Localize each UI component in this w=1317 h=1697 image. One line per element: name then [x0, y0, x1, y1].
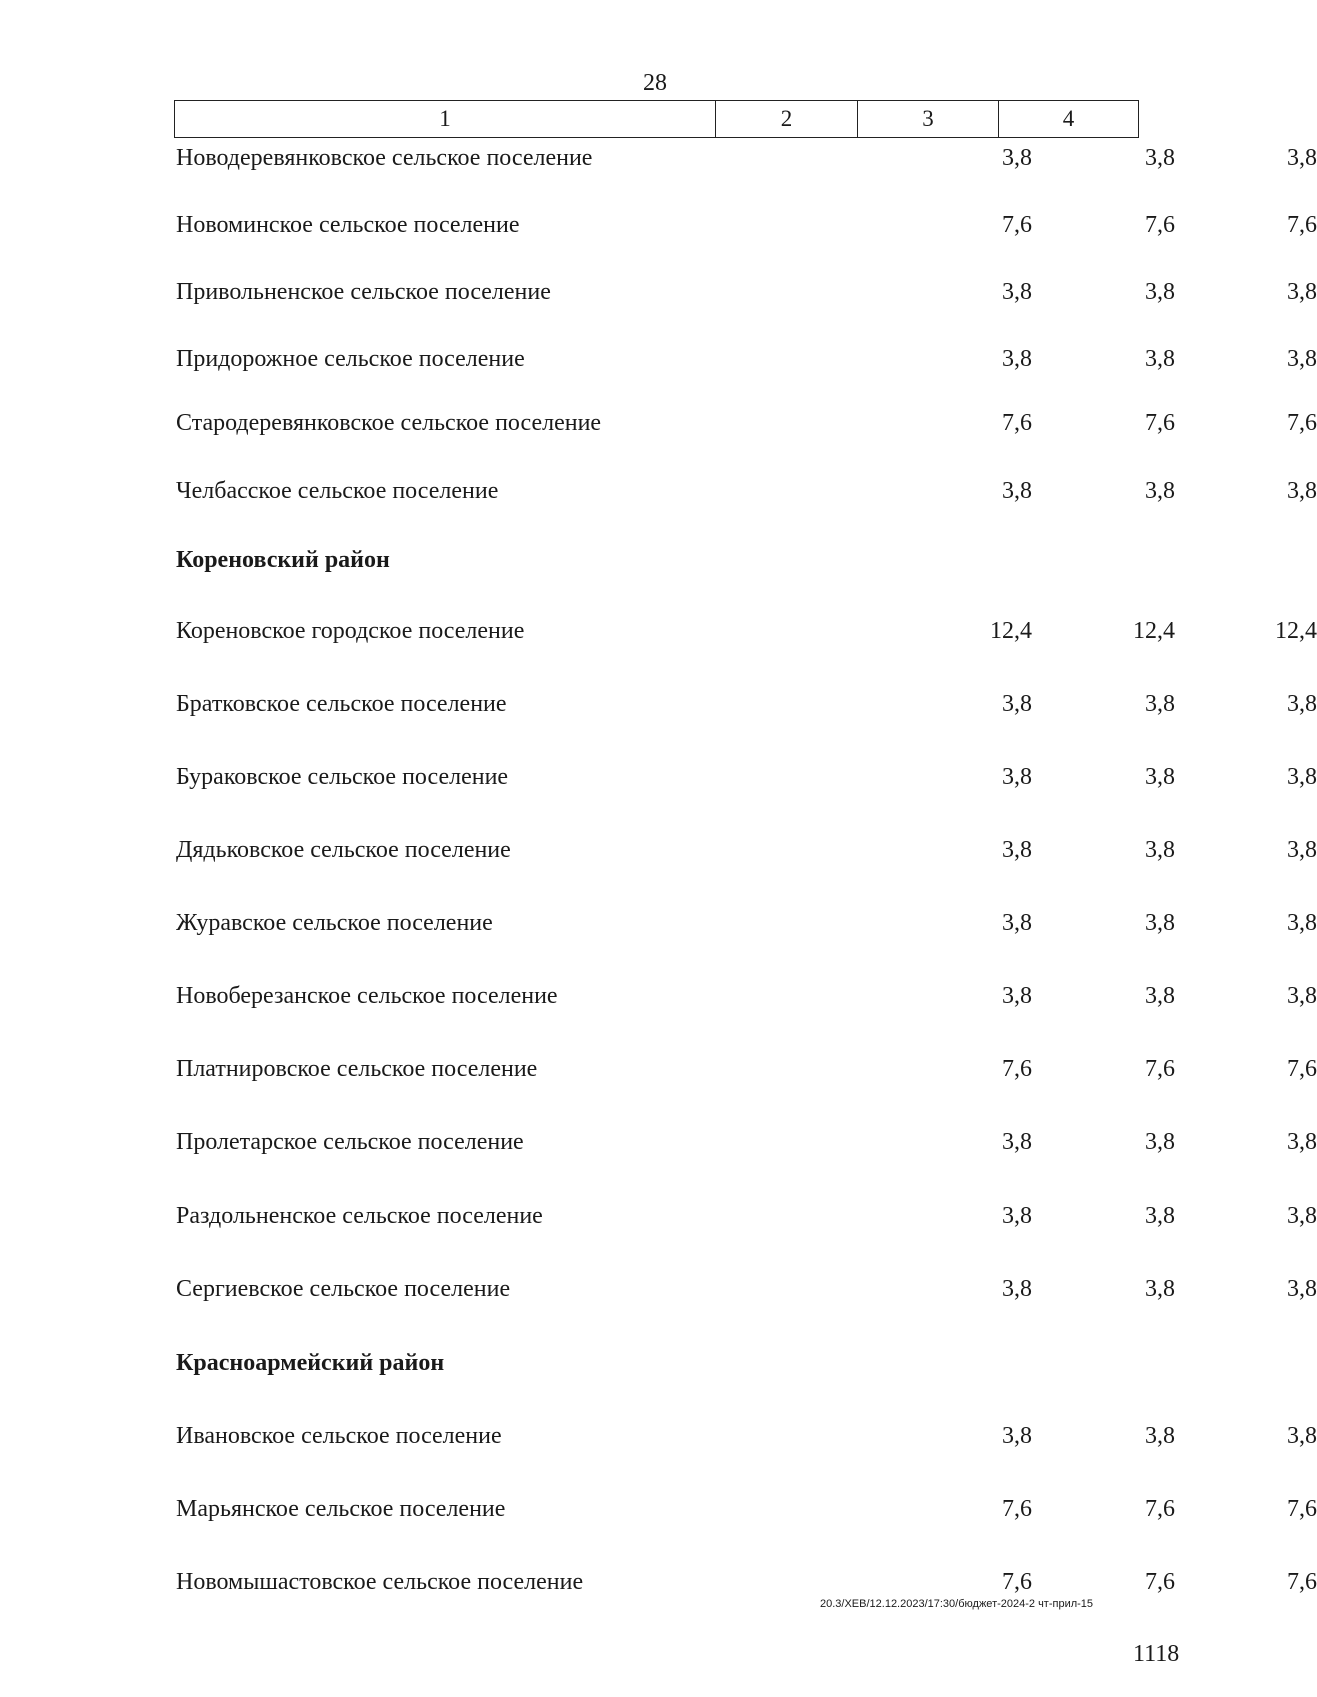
value-col-3: 3,8: [1145, 1276, 1175, 1302]
district-heading: [176, 540, 1136, 580]
settlement-name: Братковское сельское поселение: [176, 691, 507, 717]
settlement-name: Марьянское сельское поселение: [176, 1496, 506, 1522]
district-heading: [176, 1343, 1136, 1383]
table-row: [176, 205, 1317, 245]
value-col-3: 3,8: [1145, 279, 1175, 305]
table-row: [176, 1269, 1317, 1309]
value-col-4: 3,8: [1287, 478, 1317, 504]
settlement-name: Новоберезанское сельское поселение: [176, 983, 558, 1009]
settlement-name: Кореновское городское поселение: [176, 618, 525, 644]
table-row: [176, 1122, 1317, 1162]
settlement-name: Дядьковское сельское поселение: [176, 837, 511, 863]
value-col-3: 7,6: [1145, 1569, 1175, 1595]
value-col-4: 7,6: [1287, 1569, 1317, 1595]
value-col-2: 7,6: [1002, 410, 1032, 436]
value-col-3: 7,6: [1145, 410, 1175, 436]
value-col-2: 7,6: [1002, 212, 1032, 238]
column-header-1: 1: [175, 101, 716, 138]
page-number: 28: [643, 70, 667, 96]
value-col-2: 3,8: [1002, 1129, 1032, 1155]
table-row: [176, 976, 1317, 1016]
value-col-2: 3,8: [1002, 837, 1032, 863]
value-col-2: 3,8: [1002, 1276, 1032, 1302]
value-col-3: 3,8: [1145, 346, 1175, 372]
value-col-2: 7,6: [1002, 1496, 1032, 1522]
settlement-name: Бураковское сельское поселение: [176, 764, 509, 790]
value-col-2: 3,8: [1002, 1203, 1032, 1229]
table-row: [176, 272, 1317, 312]
table-row: [176, 1562, 1317, 1602]
value-col-4: 7,6: [1287, 1056, 1317, 1082]
value-col-2: 3,8: [1002, 910, 1032, 936]
value-col-3: 3,8: [1145, 764, 1175, 790]
value-col-2: 12,4: [990, 618, 1032, 644]
value-col-4: 3,8: [1287, 279, 1317, 305]
value-col-3: 3,8: [1145, 478, 1175, 504]
column-header-2: 2: [716, 101, 858, 138]
table-row: [176, 757, 1317, 797]
value-col-2: 3,8: [1002, 478, 1032, 504]
column-header-4: 4: [999, 101, 1139, 138]
value-col-4: 7,6: [1287, 212, 1317, 238]
value-col-3: 3,8: [1145, 910, 1175, 936]
table-row: [176, 339, 1317, 379]
table-row: [176, 403, 1317, 443]
table-row: [176, 903, 1317, 943]
table-row: [176, 471, 1317, 511]
value-col-4: 3,8: [1287, 1423, 1317, 1449]
value-col-4: 3,8: [1287, 764, 1317, 790]
column-header-3: 3: [858, 101, 999, 138]
value-col-4: 7,6: [1287, 410, 1317, 436]
value-col-4: 3,8: [1287, 145, 1317, 171]
value-col-4: 12,4: [1275, 618, 1317, 644]
sheet-number: 1118: [1133, 1641, 1180, 1667]
value-col-2: 7,6: [1002, 1569, 1032, 1595]
value-col-4: 3,8: [1287, 346, 1317, 372]
value-col-2: 3,8: [1002, 691, 1032, 717]
table-header: [174, 100, 1139, 138]
value-col-2: 3,8: [1002, 764, 1032, 790]
value-col-4: 3,8: [1287, 837, 1317, 863]
settlement-name: Сергиевское сельское поселение: [176, 1276, 511, 1302]
settlement-name: Челбасское сельское поселение: [176, 478, 499, 504]
settlement-name: Раздольненское сельское поселение: [176, 1203, 543, 1229]
value-col-4: 3,8: [1287, 691, 1317, 717]
value-col-3: 3,8: [1145, 145, 1175, 171]
district-name: Красноармейский район: [176, 1350, 445, 1376]
table-row: [176, 1489, 1317, 1529]
value-col-3: 3,8: [1145, 1203, 1175, 1229]
settlement-name: Новодеревянковское сельское поселение: [176, 145, 593, 171]
value-col-4: 3,8: [1287, 1276, 1317, 1302]
value-col-4: 3,8: [1287, 1129, 1317, 1155]
table-row: [176, 138, 1317, 178]
settlement-name: Журавское сельское поселение: [176, 910, 493, 936]
value-col-4: 3,8: [1287, 983, 1317, 1009]
value-col-2: 3,8: [1002, 1423, 1032, 1449]
settlement-name: Новомышастовское сельское поселение: [176, 1569, 584, 1595]
settlement-name: Стародеревянковское сельское поселение: [176, 410, 602, 436]
value-col-3: 3,8: [1145, 983, 1175, 1009]
settlement-name: Пролетарское сельское поселение: [176, 1129, 524, 1155]
value-col-3: 3,8: [1145, 837, 1175, 863]
value-col-4: 7,6: [1287, 1496, 1317, 1522]
value-col-2: 3,8: [1002, 983, 1032, 1009]
table-row: [176, 684, 1317, 724]
settlement-name: Платнировское сельское поселение: [176, 1056, 538, 1082]
value-col-4: 3,8: [1287, 1203, 1317, 1229]
settlement-name: Придорожное сельское поселение: [176, 346, 525, 372]
value-col-2: 3,8: [1002, 279, 1032, 305]
settlement-name: Привольненское сельское поселение: [176, 279, 551, 305]
value-col-3: 12,4: [1133, 618, 1175, 644]
value-col-3: 3,8: [1145, 691, 1175, 717]
value-col-3: 3,8: [1145, 1423, 1175, 1449]
district-name: Кореновский район: [176, 547, 390, 573]
table-row: [176, 1416, 1317, 1456]
table-row: [176, 830, 1317, 870]
value-col-4: 3,8: [1287, 910, 1317, 936]
table-row: [176, 611, 1317, 651]
settlement-name: Ивановское сельское поселение: [176, 1423, 502, 1449]
table-row: [176, 1049, 1317, 1089]
value-col-3: 3,8: [1145, 1129, 1175, 1155]
settlement-name: Новоминское сельское поселение: [176, 212, 520, 238]
value-col-2: 3,8: [1002, 145, 1032, 171]
document-footer-code: 20.3/ХЕВ/12.12.2023/17:30/бюджет-2024-2 чт-прил-15: [820, 1598, 1094, 1610]
value-col-3: 7,6: [1145, 1056, 1175, 1082]
table-row: [176, 1196, 1317, 1236]
value-col-3: 7,6: [1145, 1496, 1175, 1522]
value-col-2: 3,8: [1002, 346, 1032, 372]
value-col-2: 7,6: [1002, 1056, 1032, 1082]
value-col-3: 7,6: [1145, 212, 1175, 238]
